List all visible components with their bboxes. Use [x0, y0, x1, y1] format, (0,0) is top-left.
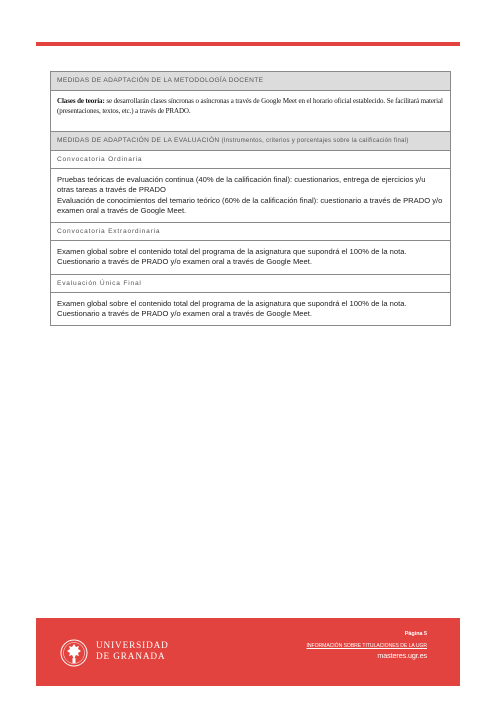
section-body-extraordinaria	[51, 241, 450, 275]
methodology-body-text: se desarrollarán clases síncronas o asíncronas a través de Google Meet en el horario oficial establecido. Se facilitará material (presentaciones, textos, etc.) a través de PRADO.	[57, 97, 443, 115]
methodology-header: MEDIDAS DE ADAPTACIÓN DE LA METODOLOGÍA DOCENTE	[51, 72, 450, 91]
site-link[interactable]: masteres.ugr.es	[377, 651, 427, 660]
section-title-unica-final: Evaluación Única Final	[51, 275, 450, 293]
section-title-extraordinaria: Convocatoria Extraordinaria	[51, 223, 450, 241]
section-line: Evaluación de conocimientos del temario teórico (60% de la calificación final): cuestionario a través de PRADO y/o examen oral a través de Google Meet.	[57, 195, 443, 215]
methodology-body	[51, 91, 450, 132]
page-number: Página 5	[404, 631, 427, 637]
top-red-rule	[36, 42, 460, 46]
info-titulaciones-link[interactable]: INFORMACIÓN SOBRE TITULACIONES DE LA UGR	[306, 643, 427, 649]
footer-band	[36, 618, 460, 686]
methodology-body-bold: Clases de teoría:	[57, 97, 105, 105]
section-line: Pruebas teóricas de evaluación continua (40% de la calificación final): cuestionarios, entrega de ejercicios y/u otras tareas a través de PRADO	[57, 175, 426, 195]
section-line: Examen global sobre el contenido total del programa de la asignatura que supondrá el 100% de la nota. Cuestionario a través de PRADO y/o examen oral a través de Google Meet.	[57, 247, 407, 267]
guide-table	[50, 71, 451, 326]
university-crest-icon	[60, 638, 88, 668]
section-line: Examen global sobre el contenido total del programa de la asignatura que supondrá el 100% de la nota. Cuestionario a través de PRADO y/o examen oral a través de Google Meet.	[57, 298, 407, 319]
section-title-ordinaria: Convocatoria Ordinaria	[51, 151, 450, 169]
evaluation-header-sub: (Instrumentos, criterios y porcentajes sobre la calificación final)	[219, 138, 409, 144]
section-body-ordinaria	[51, 169, 450, 223]
university-name: UNIVERSIDAD DE GRANADA	[96, 640, 169, 661]
evaluation-header: MEDIDAS DE ADAPTACIÓN DE LA EVALUACIÓN (Instrumentos, criterios y porcentajes sobre la calificación final)	[51, 132, 450, 151]
section-body-unica-final	[51, 293, 450, 326]
